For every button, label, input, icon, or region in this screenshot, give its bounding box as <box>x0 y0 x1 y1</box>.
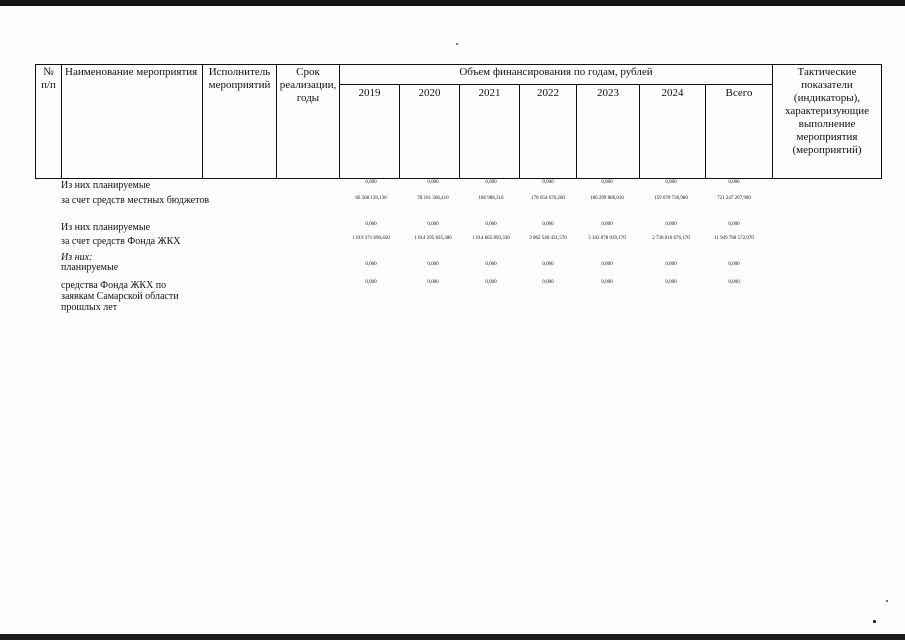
value-cell: 0,000 <box>365 222 377 227</box>
value-cell: 0,000 <box>665 180 677 185</box>
value-cell: 3 062 540 431,570 <box>529 236 567 241</box>
year-header: 2020 <box>400 85 460 179</box>
value-cell: 159 070 736,980 <box>654 196 688 201</box>
value-cell: 1 014 295 835,380 <box>414 236 452 241</box>
value-cell: 0,000 <box>542 180 554 185</box>
value-cell: 0,000 <box>427 222 439 227</box>
scan-speck <box>873 620 876 623</box>
value-cell: 0,000 <box>365 262 377 267</box>
value-cell: 186 988,316 <box>478 196 504 201</box>
col-funding-header: Объем финансирования по годам, рублей <box>340 65 773 85</box>
col-executor-header: Исполнитель мероприятий <box>203 65 277 179</box>
value-cell: 0,000 <box>665 222 677 227</box>
row-label: средства Фонда ЖКХ по заявкам Самарской области прошлых лет <box>61 280 179 313</box>
value-cell: 0,000 <box>365 180 377 185</box>
value-cell: 178 054 676,260 <box>531 196 565 201</box>
row-label: Из них планируемые <box>61 222 151 233</box>
scan-speck <box>886 600 888 602</box>
year-header: Всего <box>706 85 773 179</box>
col-name-header: Наименование мероприятия <box>62 65 203 179</box>
value-cell: 721 247 207,900 <box>717 196 751 201</box>
value-cell: 1 014 665 893,330 <box>472 236 510 241</box>
value-cell: 0,000 <box>728 262 740 267</box>
value-cell: 78 161 566,410 <box>417 196 449 201</box>
value-cell: 0,000 <box>601 222 613 227</box>
value-cell: 11 949 768 572,070 <box>714 236 754 241</box>
year-header: 2024 <box>640 85 706 179</box>
value-cell: 2 736 016 676,170 <box>652 236 690 241</box>
value-cell: 0,000 <box>427 262 439 267</box>
col-period-header: Срок реализации, годы <box>277 65 340 179</box>
value-cell: 0,000 <box>601 280 613 285</box>
value-cell: 66 568 139,130 <box>355 196 387 201</box>
year-header: 2021 <box>460 85 520 179</box>
value-cell: 0,000 <box>542 280 554 285</box>
year-header: 2019 <box>340 85 400 179</box>
funding-table-header <box>35 64 882 179</box>
scan-bottom-edge <box>0 634 905 640</box>
col-indicators-header: Тактические показатели (индикаторы), характеризующие выполнение мероприятия (мероприятий) <box>773 65 882 179</box>
value-cell: 0,000 <box>542 262 554 267</box>
value-cell: 1 019 371 696,450 <box>352 236 390 241</box>
year-header: 2022 <box>520 85 577 179</box>
value-cell: 0,000 <box>485 262 497 267</box>
value-cell: 0,000 <box>601 180 613 185</box>
value-cell: 0,000 <box>665 262 677 267</box>
value-cell: 0,000 <box>665 280 677 285</box>
value-cell: 0,000 <box>485 280 497 285</box>
row-label: Из них: <box>61 252 93 263</box>
row-label: Из них планируемые <box>61 180 151 191</box>
row-label: планируемые <box>61 262 119 273</box>
value-cell: 0,000 <box>728 222 740 227</box>
value-cell: 0,000 <box>542 222 554 227</box>
value-cell: 0,000 <box>427 280 439 285</box>
scan-speck <box>456 43 458 45</box>
value-cell: 0,000 <box>601 262 613 267</box>
row-label: за счет средств местных бюджетов <box>61 195 210 206</box>
value-cell: 0,000 <box>485 222 497 227</box>
value-cell: 0,000 <box>728 180 740 185</box>
scan-top-edge <box>0 0 905 6</box>
year-header: 2023 <box>577 85 640 179</box>
value-cell: 3 102 878 039,170 <box>588 236 626 241</box>
col-number-header: № п/п <box>36 65 62 179</box>
value-cell: 0,000 <box>485 180 497 185</box>
row-label: за счет средств Фонда ЖКХ <box>61 236 181 247</box>
value-cell: 0,000 <box>728 280 740 285</box>
value-cell: 186 299 886,010 <box>590 196 624 201</box>
value-cell: 0,000 <box>365 280 377 285</box>
value-cell: 0,000 <box>427 180 439 185</box>
